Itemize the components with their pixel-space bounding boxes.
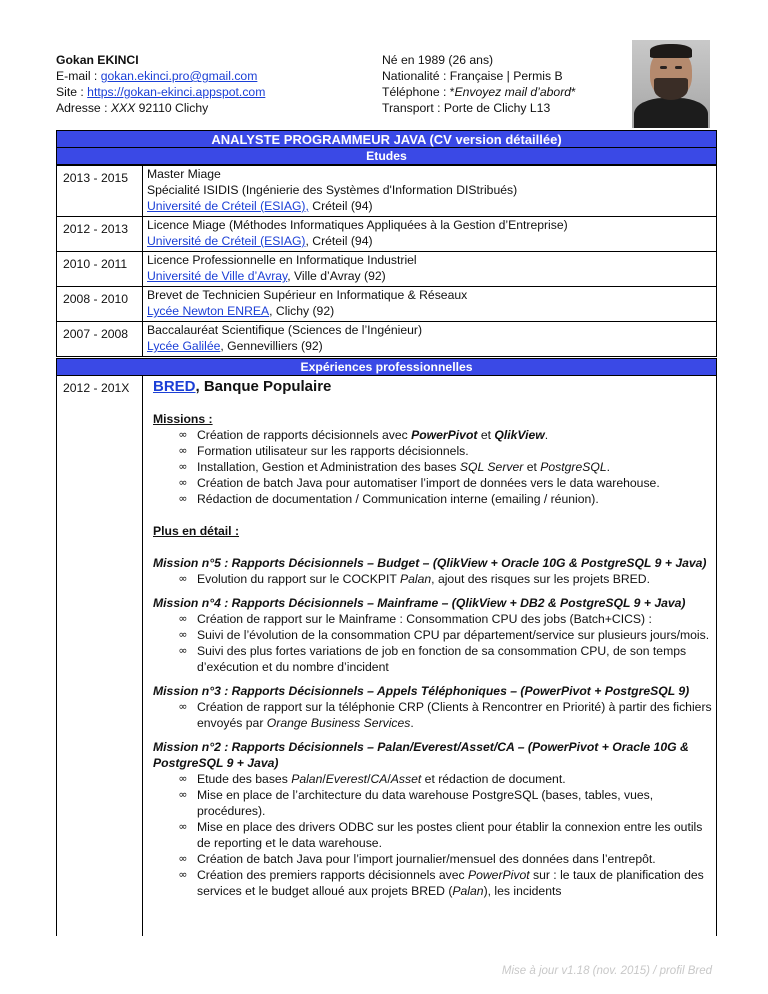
bullet-icon: ∞ (178, 492, 188, 505)
bullet-icon: ∞ (178, 868, 188, 881)
list-item: ∞ Création de batch Java pour l’import journalier/mensuel des données dans l’entrepôt. (153, 851, 716, 867)
bullet-icon: ∞ (178, 700, 188, 713)
education-heading: Etudes (57, 148, 716, 165)
bullet-icon: ∞ (178, 644, 188, 657)
bullet-icon: ∞ (178, 852, 188, 865)
list-item: ∞ Création de rapport sur la téléphonie CRP (Clients à Rencontrer en Priorité) à partir des fichiers envoyés par Orange Business Services. (153, 699, 716, 731)
list-item: ∞ Evolution du rapport sur le COCKPIT Palan, ajout des risques sur les projets BRED. (153, 571, 716, 587)
experience-heading: Expériences professionnelles (57, 359, 716, 376)
school-link[interactable]: Lycée Newton ENREA (147, 304, 270, 318)
education-desc: Baccalauréat Scientifique (Sciences de l’Ingénieur) Lycée Galilée, Gennevilliers (92) (147, 323, 423, 353)
bullet-icon: ∞ (178, 788, 188, 801)
bullet-icon: ∞ (178, 460, 188, 473)
mission-list (153, 699, 716, 731)
education-table (56, 130, 717, 357)
mission-list (153, 571, 716, 587)
bullet-icon: ∞ (178, 572, 188, 585)
list-item: ∞ Installation, Gestion et Administration des bases SQL Server et PostgreSQL. (153, 459, 716, 475)
education-date: 2012 - 2013 (57, 217, 143, 251)
education-date: 2008 - 2010 (57, 287, 143, 321)
education-desc: Brevet de Technicien Supérieur en Informatique & Réseaux Lycée Newton ENREA, Clichy (92) (147, 288, 468, 318)
profile-photo (632, 40, 710, 128)
phone-line: Téléphone : *Envoyez mail d’abord* (382, 85, 576, 99)
company-link[interactable]: BRED (153, 378, 196, 395)
list-item: ∞ Etude des bases Palan/Everest/CA/Asset et rédaction de document. (153, 771, 716, 787)
school-link[interactable]: Université de Ville d’Avray (147, 269, 288, 283)
education-row (57, 251, 716, 286)
cv-title: ANALYSTE PROGRAMMEUR JAVA (CV version détaillée) (57, 131, 716, 148)
list-item: ∞ Suivi des plus fortes variations de job en fonction de sa consommation CPU, de son temps d’exécution et du nombre d’incident (153, 643, 716, 675)
email-line: E-mail : gokan.ekinci.pro@gmail.com (56, 69, 258, 83)
mission-list (153, 611, 716, 675)
education-row (57, 165, 716, 216)
mission-title: Mission n°2 : Rapports Décisionnels – Palan/Everest/Asset/CA – (PowerPivot + Oracle 10G & PostgreSQL 9 + Java) (153, 740, 689, 770)
nationality-line: Nationalité : Française | Permis B (382, 69, 563, 83)
education-date: 2007 - 2008 (57, 322, 143, 356)
mission-title: Mission n°5 : Rapports Décisionnels – Budget – (QlikView + Oracle 10G & PostgreSQL 9 + Java) (153, 556, 707, 570)
education-date: 2013 - 2015 (57, 166, 143, 216)
list-item: ∞ Rédaction de documentation / Communication interne (emailing / réunion). (153, 491, 716, 507)
bullet-icon: ∞ (178, 628, 188, 641)
page-footer: Mise à jour v1.18 (nov. 2015) / profil Bred (501, 965, 712, 977)
list-item: ∞ Création de rapports décisionnels avec PowerPivot et QlikView. (153, 427, 716, 443)
list-item: ∞ Suivi de l’évolution de la consommation CPU par département/service sur plusieurs jours/mois. (153, 627, 716, 643)
bullet-icon: ∞ (178, 772, 188, 785)
bullet-icon: ∞ (178, 820, 188, 833)
address-line: Adresse : XXX 92110 Clichy (56, 101, 209, 115)
mission-title: Mission n°4 : Rapports Décisionnels – Mainframe – (QlikView + DB2 & PostgreSQL 9 + Java) (153, 596, 686, 610)
school-link[interactable]: Lycée Galilée (147, 339, 221, 353)
company-name: BRED, Banque Populaire (153, 378, 332, 395)
details-heading: Plus en détail : (153, 524, 240, 538)
experience-date: 2012 - 201X (57, 376, 143, 936)
birth-line: Né en 1989 (26 ans) (382, 53, 494, 67)
list-item: ∞ Formation utilisateur sur les rapports décisionnels. (153, 443, 716, 459)
list-item: ∞ Création de rapport sur le Mainframe : Consommation CPU des jobs (Batch+CICS) : (153, 611, 716, 627)
education-row (57, 321, 716, 356)
candidate-name: Gokan EKINCI (56, 53, 139, 67)
mission-title: Mission n°3 : Rapports Décisionnels – Appels Téléphoniques – (PowerPivot + PostgreSQL 9) (153, 684, 690, 698)
email-link[interactable]: gokan.ekinci.pro@gmail.com (100, 69, 258, 83)
list-item: ∞ Création des premiers rapports décisionnels avec PowerPivot sur : le taux de planification des services et le budget alloué aux projets BRED (Palan), les incidents (153, 867, 716, 899)
transport-line: Transport : Porte de Clichy L13 (382, 101, 551, 115)
site-line: Site : https://gokan-ekinci.appspot.com (56, 85, 266, 99)
personal-info-block (382, 52, 576, 116)
school-link[interactable]: Université de Créteil (ESIAG), (147, 199, 309, 213)
bullet-icon: ∞ (178, 612, 188, 625)
list-item: ∞ Mise en place des drivers ODBC sur les postes client pour établir la connexion entre les outils de reporting et le data warehouse. (153, 819, 716, 851)
bullet-icon: ∞ (178, 476, 188, 489)
experience-table (56, 358, 717, 936)
education-desc: Licence Miage (Méthodes Informatiques Appliquées à la Gestion d’Entreprise) Université de Créteil (ESIAG), Créteil (94) (147, 218, 568, 248)
experience-row (57, 376, 716, 936)
list-item: ∞ Mise en place de l’architecture du data warehouse PostgreSQL (bases, tables, vues, procédures). (153, 787, 716, 819)
education-date: 2010 - 2011 (57, 252, 143, 286)
bullet-icon: ∞ (178, 428, 188, 441)
cv-header (56, 40, 716, 120)
education-desc: Master Miage Spécialité ISIDIS (Ingénierie des Systèmes d'Information DIStribués) Université de Créteil (ESIAG), Créteil (94) (147, 167, 518, 213)
site-link[interactable]: https://gokan-ekinci.appspot.com (87, 85, 266, 99)
school-link[interactable]: Université de Créteil (ESIAG) (147, 234, 306, 248)
list-item: ∞ Création de batch Java pour automatiser l’import de données vers le data warehouse. (153, 475, 716, 491)
bullet-icon: ∞ (178, 444, 188, 457)
education-row (57, 286, 716, 321)
mission-list (153, 771, 716, 899)
missions-heading: Missions : (153, 412, 213, 426)
missions-list (153, 427, 716, 507)
contact-block (56, 52, 265, 116)
education-row (57, 216, 716, 251)
experience-content (143, 376, 716, 936)
education-desc: Licence Professionnelle en Informatique Industriel Université de Ville d’Avray, Ville d’Avray (92) (147, 253, 417, 283)
